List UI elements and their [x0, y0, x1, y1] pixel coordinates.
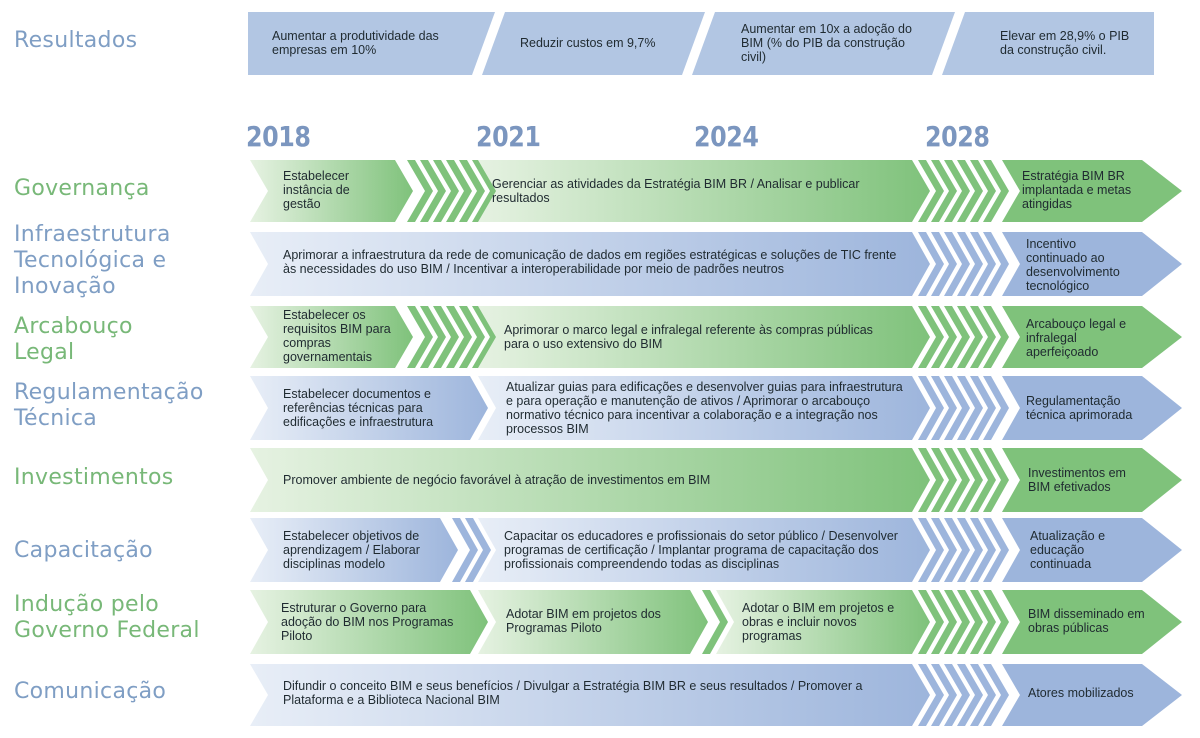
capacitacao-segment-2: Capacitar os educadores e profissionais do setor público / Desenvolver programas de certificação / Implantar programa de capacitação dos profissionais compreendendo todas as disciplinas [504, 529, 898, 571]
investimentos-result: Investimentos em BIM efetivados [1028, 466, 1126, 494]
inducao-segment-1: Estruturar o Governo para adoção do BIM nos Programas Piloto [281, 601, 454, 643]
resultados-label: Resultados [14, 28, 138, 53]
inducao-segment-2: Adotar BIM em projetos dos Programas Piloto [506, 607, 661, 635]
row-label-infraestrutura: Infraestrutura Tecnológica e Inovação [14, 222, 171, 299]
year-2018: 2018 [246, 120, 311, 153]
row-label-inducao: Indução pelo Governo Federal [14, 592, 200, 643]
arcabouco-segment-2: Aprimorar o marco legal e infralegal referente às compras públicas para o uso extensivo do BIM [504, 323, 873, 351]
infraestrutura-segment-1: Aprimorar a infraestrutura da rede de comunicação de dados em regiões estratégicas e soluções de TIC frente às necessidades do uso BIM / Incentivar a interoperabilidade por meio de padrões neutros [283, 248, 897, 276]
capacitacao-result: Atualização e educação continuada [1030, 529, 1106, 571]
inducao-result: BIM disseminado em obras públicas [1028, 607, 1145, 635]
comunicacao-result: Atores mobilizados [1028, 686, 1134, 700]
comunicacao-segment-1: Difundir o conceito BIM e seus benefícios / Divulgar a Estratégia BIM BR e seus resultados / Promover a Plataforma e a Biblioteca Nacional BIM [283, 679, 863, 707]
regulamentacao-segment-2: Atualizar guias para edificações e desenvolver guias para infraestrutura e para operação e manutenção de ativos / Aprimorar o arcabouço normativo técnico para incentivar a colaboração e a integração nos processos BIM [506, 380, 903, 436]
arcabouco-result: Arcabouço legal e infralegal aperfeiçoado [1026, 317, 1127, 359]
arcabouco-segment-1: Estabelecer os requisitos BIM para compras governamentais [283, 308, 391, 364]
row-label-arcabouco: Arcabouço Legal [14, 314, 133, 365]
row-label-governanca: Governança [14, 176, 150, 201]
regulamentacao-result: Regulamentação técnica aprimorada [1026, 394, 1133, 422]
result-text-3: Aumentar em 10x a adoção do BIM (% do PIB da construção civil) [741, 22, 912, 64]
row-label-investimentos: Investimentos [14, 465, 174, 490]
governanca-segment-1: Estabelecer instância de gestão [283, 169, 350, 211]
governanca-result: Estratégia BIM BR implantada e metas atingidas [1022, 169, 1132, 211]
result-text-4: Elevar em 28,9% o PIB da construção civil. [1000, 29, 1130, 57]
year-2021: 2021 [476, 120, 541, 153]
row-label-comunicacao: Comunicação [14, 679, 167, 704]
governanca-segment-2: Gerenciar as atividades da Estratégia BIM BR / Analisar e publicar resultados [492, 177, 860, 205]
row-label-capacitacao: Capacitação [14, 538, 153, 563]
result-text-1: Aumentar a produtividade das empresas em 10% [272, 29, 439, 57]
regulamentacao-segment-1: Estabelecer documentos e referências técnicas para edificações e infraestrutura [283, 387, 434, 429]
row-label-regulamentacao: Regulamentação Técnica [14, 380, 204, 431]
infraestrutura-result: Incentivo continuado ao desenvolvimento tecnológico [1026, 237, 1120, 293]
result-text-2: Reduzir custos em 9,7% [520, 36, 656, 50]
year-2024: 2024 [694, 120, 759, 153]
year-2028: 2028 [925, 120, 990, 153]
inducao-segment-3: Adotar o BIM em projetos e obras e incluir novos programas [742, 601, 895, 643]
capacitacao-segment-1: Estabelecer objetivos de aprendizagem / Elaborar disciplinas modelo [283, 529, 420, 571]
investimentos-segment-1: Promover ambiente de negócio favorável à atração de investimentos em BIM [283, 473, 711, 487]
